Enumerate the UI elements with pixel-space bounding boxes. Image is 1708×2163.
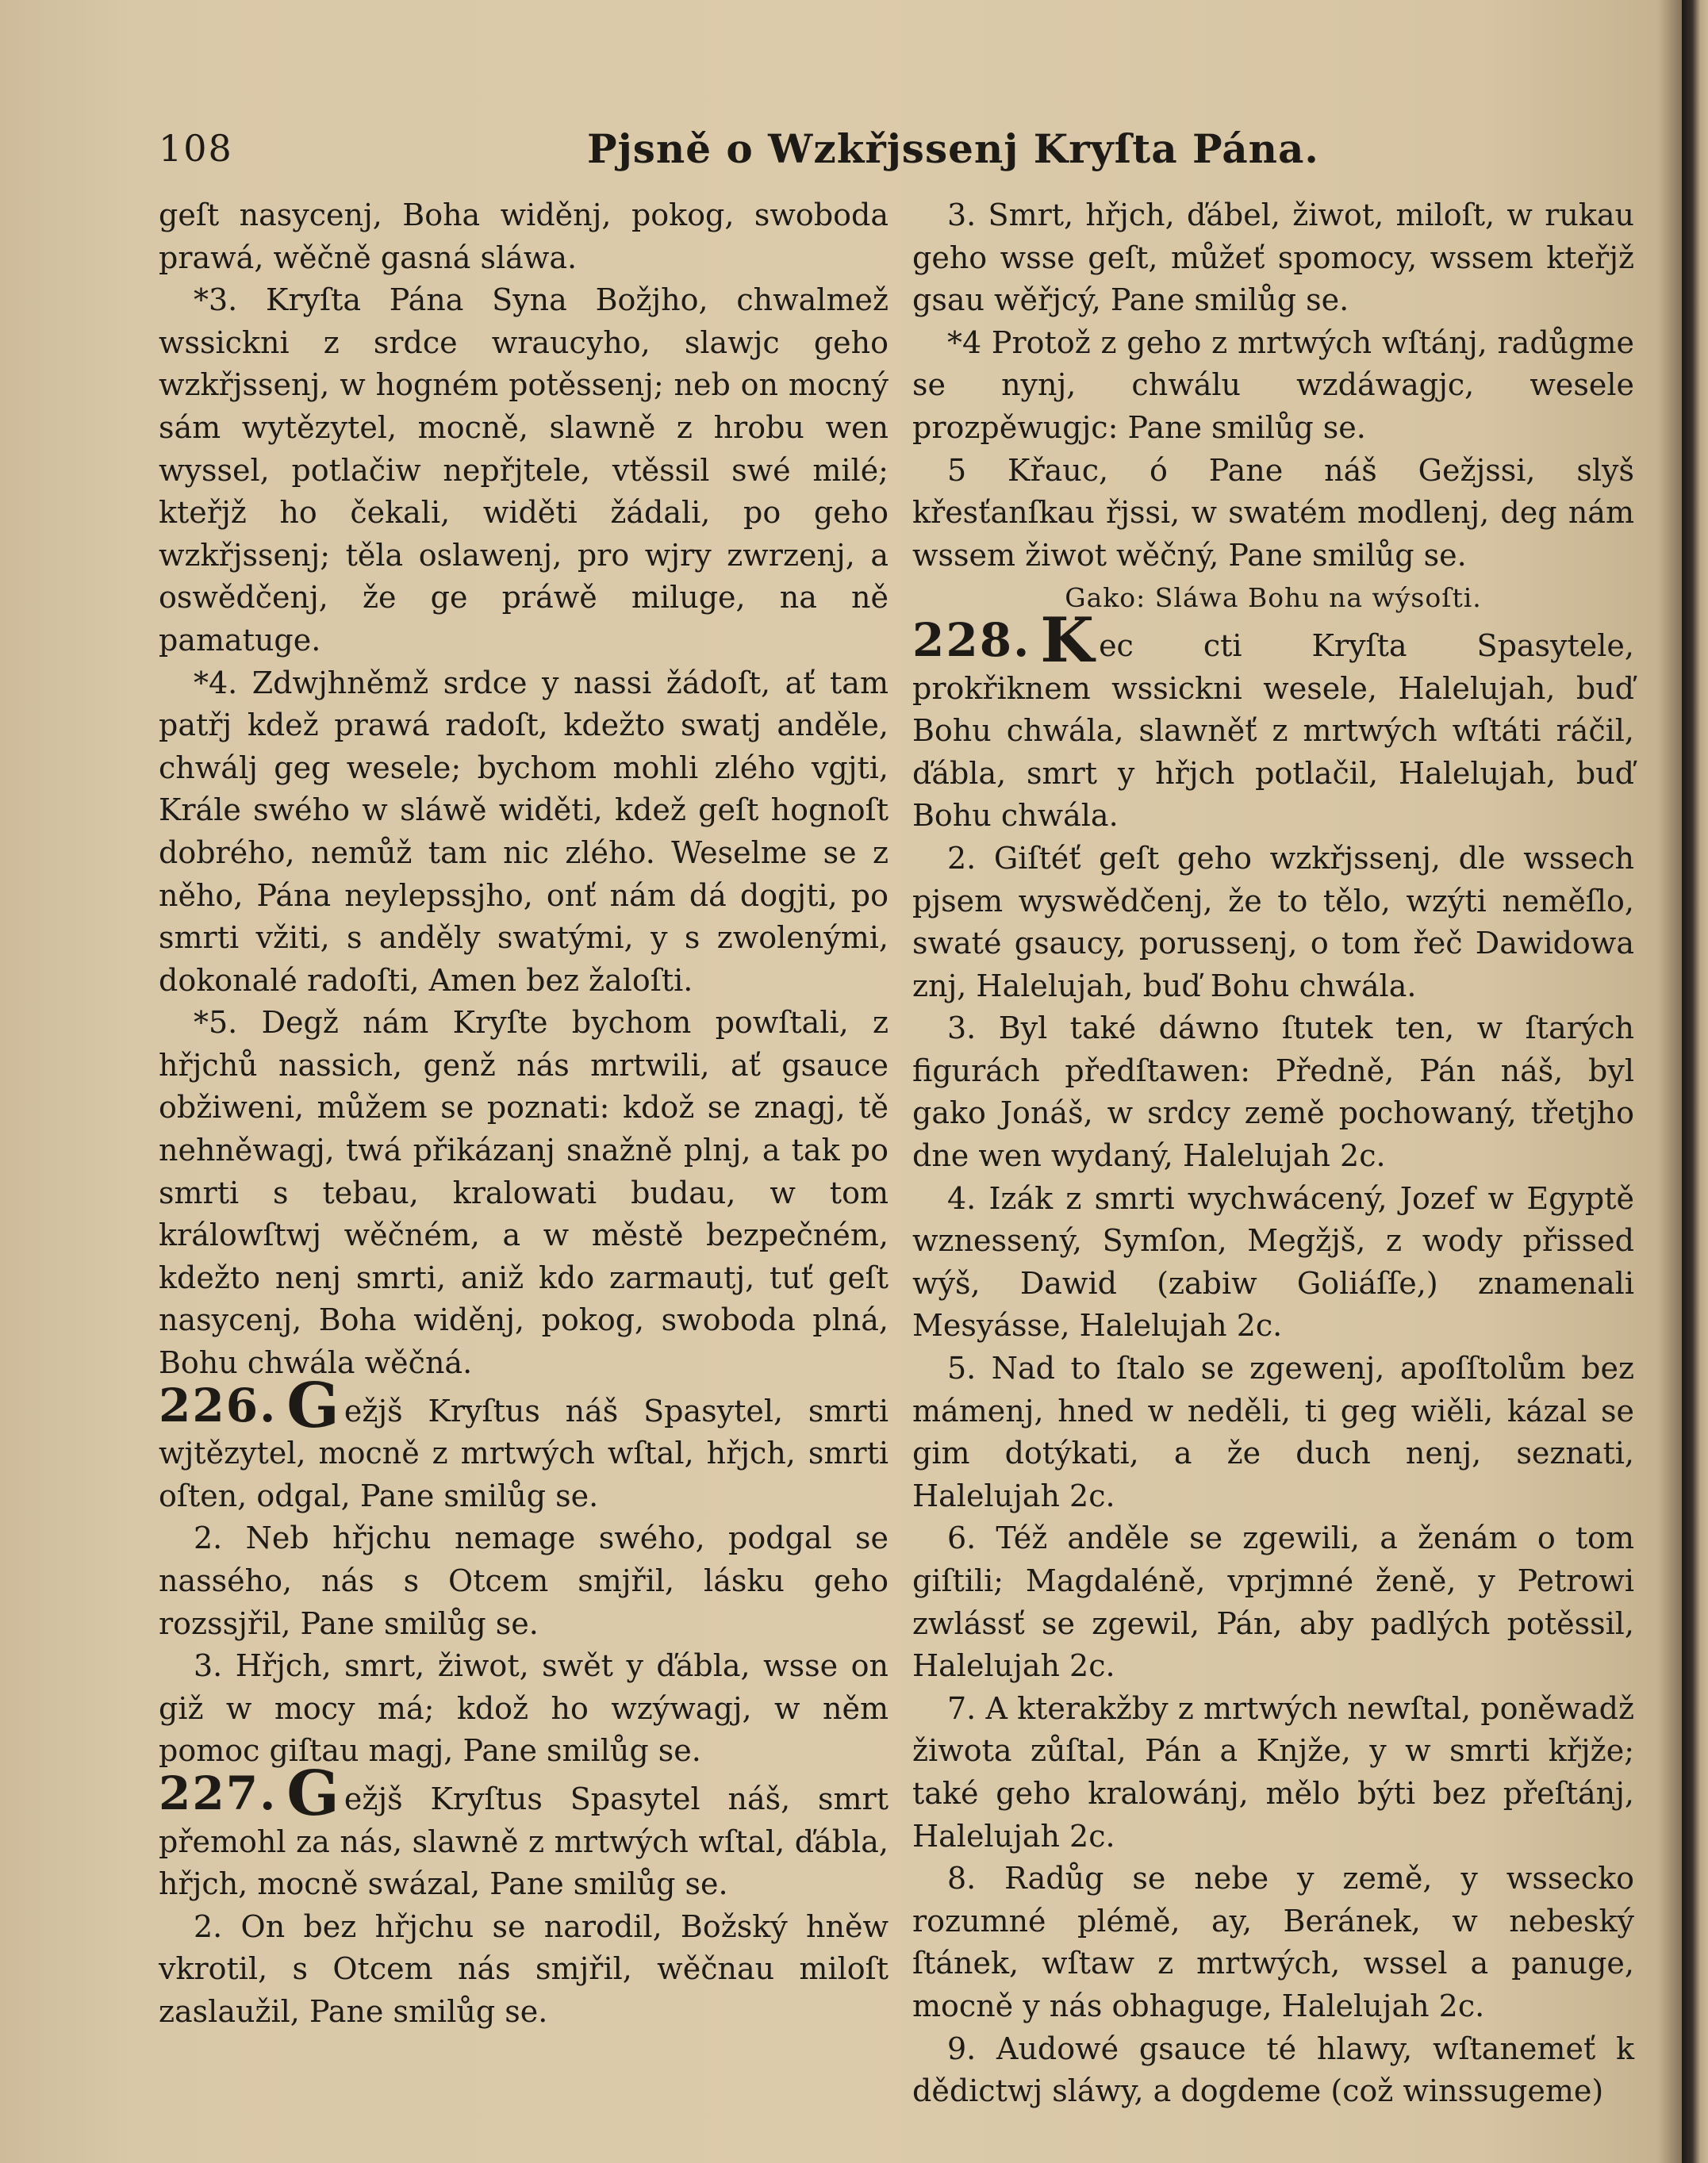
verse [912, 1517, 1634, 1687]
verse [912, 194, 1634, 322]
verse [912, 1007, 1634, 1177]
verse [159, 279, 889, 662]
verse-text: *4 Protož z geho z mrtwých wſtánj, radůgme se nynj, chwálu wzdáwagjc, wesele prozpěwugjc: Pane smilůg se. [912, 324, 1634, 445]
verse [912, 322, 1634, 450]
verse [159, 194, 889, 279]
verse [912, 1178, 1634, 1348]
verse-text: *3. Kryſta Pána Syna Božjho, chwalmež wssickni z srdce wraucyho, slawjc geho wzkřjssenj, w hogném potěssenj; neb on mocný sám wytězytel, mocně, slawně z hrobu wen wyssel, potlačiw nepřjtele, vtěssil swé milé; kteřjž ho čekali, widěti žádali, po geho wzkřjssenj; těla oslawenj, pro wjry zwrzenj, a oswědčenj, že ge práwě miluge, na ně pamatuge. [159, 282, 889, 658]
hymn-number: 227. [159, 1766, 278, 1820]
verse [912, 450, 1634, 577]
verse-text: 5 Křauc, ó Pane náš Gežjssi, slyš křesťanſkau řjssi, w swatém modlenj, deg nám wssem žiwot wěčný, Pane smilůg se. [912, 452, 1634, 573]
hymn-start [912, 604, 1634, 838]
verse [159, 1002, 889, 1384]
verse-text: 6. Též anděle se zgewili, a ženám o tom giſtili; Magdaléně, vprjmné ženě, y Petrowi zwlássť se zgewil, Pán, aby padlých potěssil, Halelujah 2c. [912, 1521, 1634, 1684]
verse-text: 3. Smrt, hřjch, ďábel, žiwot, miloſt, w rukau geho wsse geſt, můžeť spomocy, wssem kteřjž gsau wěřjcý, Pane smilůg se. [912, 198, 1634, 318]
right-text-column [912, 194, 1634, 2113]
verse-text: *5. Degž nám Kryſte bychom powſtali, z hřjchů nassich, genž nás mrtwili, ať gsauce obžiweni, můžem se poznati: kdož se znagj, tě nehněwagj, twá přikázanj snažně plnj, a tak po smrti s tebau, kralowati budau, w tom králowſtwj wěčném, a w městě bezpečném, kdežto nenj smrti, aniž kdo zarmautj, tuť geſt nasycenj, Boha widěnj, pokog, swoboda plná, Bohu chwála wěčná. [159, 1005, 889, 1381]
verse-text: *4. Zdwjhněmž srdce y nassi žádoſt, ať tam patřj kdež prawá radoſt, kdežto swatj anděle, chwálj geg wesele; bychom mohli zlého vgjti, Krále swého w sláwě widěti, kdež geſt hognoſt dobrého, nemůž tam nic zlého. Weselme se z něho, Pána neylepssjho, onť nám dá dogjti, po smrti vžiti, s anděly swatými, y s zwolenými, dokonalé radoſti, Amen bez žaloſti. [159, 665, 889, 998]
verse-text: ežjš Kryſtus Spasytel náš, smrt přemohl za nás, slawně z mrtwých wſtal, ďábla, hřjch, mocně swázal, Pane smilůg se. [159, 1781, 889, 1902]
verse [912, 1688, 1634, 1858]
verse-text: 8. Radůg se nebe y země, y wssecko rozumné plémě, ay, Beránek, w nebeský ſtánek, wſtaw z mrtwých, wssel a panuge, mocně y nás obhaguge, Halelujah 2c. [912, 1861, 1634, 2023]
drop-cap: G [286, 1369, 340, 1442]
verse-text: ežjš Kryſtus náš Spasytel, smrti wjtězytel, mocně z mrtwých wſtal, hřjch, smrti oſten, odgal, Pane smilůg se. [159, 1393, 889, 1513]
page-number: 108 [159, 127, 233, 170]
verse-text: 2. On bez hřjchu se narodil, Božský hněw vkrotil, s Otcem nás smjřil, wěčnau miloſt zaslaužil, Pane smilůg se. [159, 1908, 889, 2029]
verse-text: 7. A kterakžby z mrtwých newſtal, poněwadž žiwota zůſtal, Pán a Knjže, y w smrti křjže; také geho kralowánj, mělo býti bez přeſtánj, Halelujah 2c. [912, 1690, 1634, 1854]
verse-text: ec cti Kryſta Spasytele, prokřiknem wssickni wesele, Halelujah, buď Bohu chwála, slawněť z mrtwých wſtáti ráčil, ďábla, smrt y hřjch potlačil, Halelujah, buď Bohu chwála. [912, 627, 1634, 834]
verse-text: 2. Giſtéť geſt geho wzkřjssenj, dle wssech pjsem wyswědčenj, že to tělo, wzýti neměſlo, swaté gsaucy, porussenj, o tom řeč Dawidowa znj, Halelujah, buď Bohu chwála. [912, 840, 1634, 1003]
verse [912, 2028, 1634, 2113]
verse [159, 1906, 889, 2034]
verse [912, 1348, 1634, 1517]
hymn-start [159, 1369, 889, 1518]
melody-note: Gako: Sláwa Bohu na wýsoſti. [1065, 582, 1482, 614]
verse-text: 2. Neb hřjchu nemage swého, podgal se nassého, nás s Otcem smjřil, lásku geho rozssjřil, Pane smilůg se. [159, 1521, 889, 1641]
verse-text: 4. Izák z smrti wychwácený, Jozef w Egyptě wznessený, Symſon, Megžjš, z wody přissed wýš, Dawid (zabiw Goliáſſe,) znamenali Mesyásse, Halelujah 2c. [912, 1180, 1634, 1344]
drop-cap: G [286, 1757, 340, 1830]
verse [912, 1858, 1634, 2027]
verse [159, 1517, 889, 1645]
verse [912, 838, 1634, 1007]
drop-cap: K [1040, 604, 1095, 677]
hymn-start [159, 1757, 889, 1906]
verse [159, 1645, 889, 1773]
running-title: Pjsně o Wzkřjssenj Kryſta Pána. [587, 125, 1319, 172]
adjacent-page-edge [1682, 0, 1708, 2163]
left-text-column [159, 194, 889, 2034]
verse-text: 9. Audowé gsauce té hlawy, wſtanemeť k dědictwj sláwy, a dogdeme (což winssugeme) [912, 2031, 1634, 2109]
verse-text: geſt nasycenj, Boha widěnj, pokog, swoboda prawá, wěčně gasná sláwa. [159, 198, 889, 275]
hymn-number: 228. [912, 612, 1031, 667]
verse-text: 3. Hřjch, smrt, žiwot, swět y ďábla, wsse on giž w mocy má; kdož ho wzýwagj, w něm pomoc giſtau magj, Pane smilůg se. [159, 1648, 889, 1769]
hymn-number: 226. [159, 1378, 278, 1432]
verse-text: 5. Nad to ſtalo se zgewenj, apoſſtolům bez mámenj, hned w neděli, ti geg wiěli, kázal se gim dotýkati, a že duch nenj, seznati, Halelujah 2c. [912, 1351, 1634, 1513]
verse [159, 662, 889, 1003]
verse-text: 3. Byl také dáwno ſtutek ten, w ſtarých figurách předſtawen: Předně, Pán náš, byl gako Jonáš, w srdcy země pochowaný, třetjho dne wen wydaný, Halelujah 2c. [912, 1011, 1634, 1174]
page-header [159, 119, 1634, 182]
